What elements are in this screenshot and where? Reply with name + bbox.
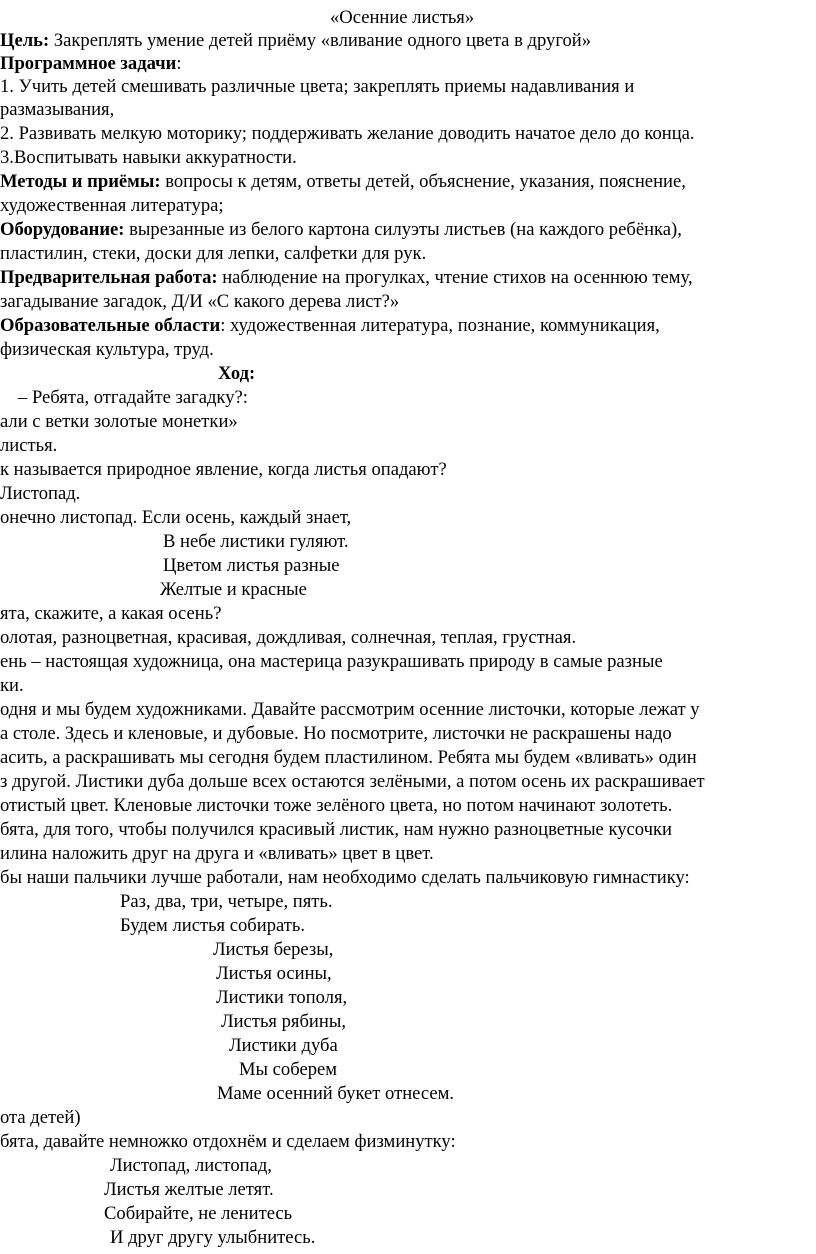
- text-line: али с ветки золотые монетки»: [0, 411, 238, 432]
- poem-line: Будем листья собирать.: [120, 915, 306, 936]
- prelim-cont: загадывание загадок, Д/И «С какого дерева лист?»: [0, 291, 400, 312]
- text-line: ень – настоящая художница, она мастерица разукрашивать природу в самые разные: [0, 651, 663, 672]
- text-line: к называется природное явление, когда листья опадают?: [0, 459, 447, 480]
- methods-line: Методы и приёмы: вопросы к детям, ответы детей, объяснение, указания, пояснение,: [0, 171, 686, 192]
- text-line: бы наши пальчики лучше работали, нам необходимо сделать пальчиковую гимнастику:: [0, 867, 690, 888]
- task-item: 2. Развивать мелкую моторику; поддерживать желание доводить начатое дело до конца.: [0, 123, 695, 144]
- tasks-label: Программное задачи: [0, 53, 177, 74]
- text-line: отистый цвет. Кленовые листочки тоже зелёного цвета, но потом начинают золотеть.: [0, 795, 673, 816]
- text-line: илина наложить друг на друга и «вливать» цвет в цвет.: [0, 843, 434, 864]
- methods-label: Методы и приёмы:: [0, 171, 161, 192]
- poem-line: Листья березы,: [213, 939, 334, 960]
- poem-line: Мы соберем: [239, 1059, 338, 1080]
- poem-line: Листопад, листопад,: [110, 1155, 272, 1176]
- task-item: 3.Воспитывать навыки аккуратности.: [0, 147, 297, 168]
- poem-line: Листики тополя,: [216, 987, 348, 1008]
- text-line: Листопад.: [0, 483, 81, 504]
- text-line: асить, а раскрашивать мы сегодня будем пластилином. Ребята мы будем «вливать» один: [0, 747, 697, 768]
- task-item: 1. Учить детей смешивать различные цвета; закреплять приемы надавливания и: [0, 76, 635, 97]
- areas-label: Образовательные области: [0, 315, 221, 336]
- poem-line: Маме осенний букет отнесем.: [217, 1083, 455, 1104]
- text-line: ота детей): [0, 1107, 81, 1128]
- text-line: з другой. Листики дуба дольше всех остаются зелёными, а потом осень их раскрашивает: [0, 771, 705, 792]
- text-line: а столе. Здесь и кленовые, и дубовые. Но посмотрите, листочки не раскрашены надо: [0, 723, 672, 744]
- areas-cont: физическая культура, труд.: [0, 339, 214, 360]
- text-line: одня и мы будем художниками. Давайте рассмотрим осенние листочки, которые лежат у: [0, 699, 700, 720]
- course-heading: Ход:: [218, 363, 256, 384]
- text-line: – Ребята, отгадайте загадку?:: [18, 387, 248, 408]
- text-line: олотая, разноцветная, красивая, дождливая, солнечная, теплая, грустная.: [0, 627, 577, 648]
- text-line: ята, скажите, а какая осень?: [0, 603, 222, 624]
- text-line: бята, для того, чтобы получился красивый листик, нам нужно разноцветные кусочки: [0, 819, 672, 840]
- poem-line: Листики дуба: [229, 1035, 338, 1056]
- document-title: «Осенние листья»: [330, 7, 475, 28]
- text-line: листья.: [0, 435, 58, 456]
- prelim-line: Предварительная работа: наблюдение на прогулках, чтение стихов на осеннюю тему,: [0, 267, 693, 288]
- equipment-cont: пластилин, стеки, доски для лепки, салфетки для рук.: [0, 243, 427, 264]
- text-line: ки.: [0, 675, 24, 696]
- task-item: размазывания,: [0, 99, 115, 120]
- equipment-label: Оборудование:: [0, 219, 125, 240]
- poem-line: В небе листики гуляют.: [163, 531, 349, 552]
- areas-line: Образовательные области: художественная литература, познание, коммуникация,: [0, 315, 660, 336]
- poem-line: Листья осины,: [216, 963, 332, 984]
- poem-line: И друг другу улыбнитесь.: [110, 1227, 316, 1248]
- poem-line: Цветом листья разные: [163, 555, 340, 576]
- equipment-line: Оборудование: вырезанные из белого картона силуэты листьев (на каждого ребёнка),: [0, 219, 682, 240]
- poem-line: Листья рябины,: [221, 1011, 346, 1032]
- goal-line: [0, 29, 591, 52]
- poem-line: Раз, два, три, четыре, пять.: [120, 891, 333, 912]
- goal-label: Цель:: [0, 30, 50, 51]
- prelim-label: Предварительная работа:: [0, 267, 218, 288]
- methods-cont: художественная литература;: [0, 195, 224, 216]
- text-line: бята, давайте немножко отдохнём и сделаем физминутку:: [0, 1131, 456, 1152]
- tasks-heading: Программное задачи:: [0, 53, 182, 74]
- poem-line: Желтые и красные: [160, 579, 307, 600]
- goal-text: Закреплять умение детей приёму «вливание одного цвета в другой»: [49, 30, 592, 51]
- poem-line: Листья желтые летят.: [104, 1179, 274, 1200]
- text-line: онечно листопад. Если осень, каждый знает,: [0, 507, 352, 528]
- poem-line: Собирайте, не ленитесь: [104, 1203, 293, 1224]
